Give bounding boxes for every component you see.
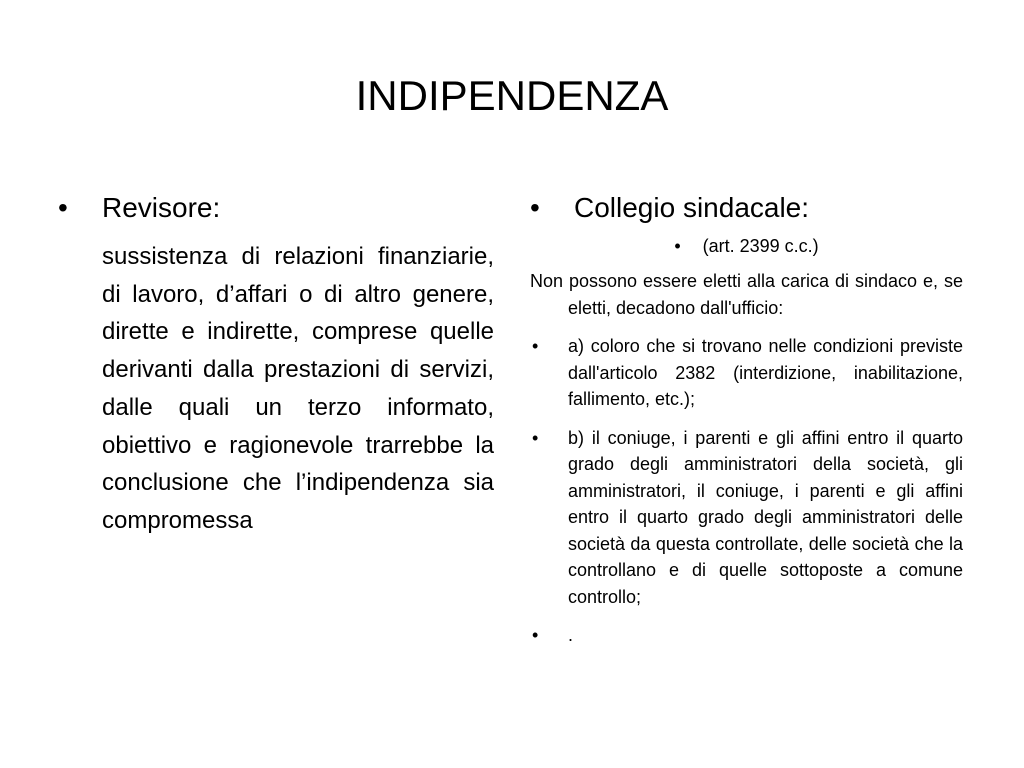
list-item-text: b) il coniuge, i parenti e gli affini entro il quarto grado degli amministratori della società, gli amministratori, il coniuge, i parenti e gli affini entro il quarto grado degli amministratori delle società da questa controllate, delle società che la controllano e di quelle sottoposte a comune controllo; [568,427,963,607]
bullet-icon: • [530,192,540,223]
right-column [530,188,963,649]
list-item [530,333,963,413]
bullet-icon: • [532,336,539,356]
left-column [58,188,494,540]
article-reference: (art. 2399 c.c.) [702,236,819,256]
bullet-icon: • [58,192,68,223]
list-item-text: a) coloro che si trovano nelle condizioni previste dall'articolo 2382 (interdizione, inabilitazione, fallimento, etc.); [568,336,963,409]
list-item [530,425,963,611]
left-heading-line [58,188,494,228]
right-heading-line [530,188,963,228]
right-heading: Collegio sindacale: [574,192,810,223]
bullet-icon: • [532,625,539,645]
list-item-text: . [568,625,574,645]
list-item [530,622,963,649]
bullet-icon: • [674,236,681,256]
intro-paragraph: Non possono essere eletti alla carica di sindaco e, se eletti, decadono dall'ufficio: [530,271,963,318]
bullet-icon: • [532,427,539,448]
article-reference-line [530,234,963,258]
left-body-text: sussistenza di relazioni finanziarie, di lavoro, d’affari o di altro genere, dirette e indirette, comprese quelle derivanti dalla prestazioni di servizi, dalle quali un terzo informato, obiettivo e ragionevole trarrebbe la conclusione che l’indipendenza sia compromessa [102,243,494,534]
left-heading: Revisore: [102,192,221,223]
slide-title: INDIPENDENZA [355,72,669,119]
